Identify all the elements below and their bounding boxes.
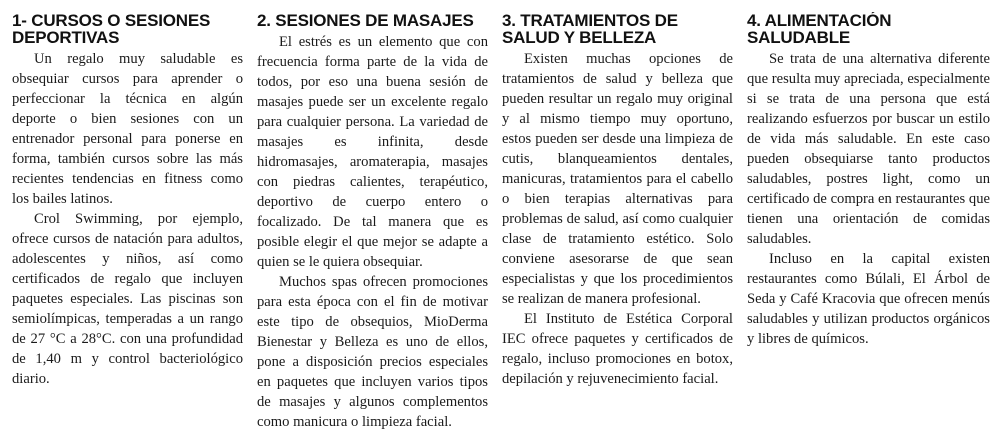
paragraph: Existen muchas opciones de tratamientos de salud y belleza que pueden resultar un regalo muy original y al mismo tiempo muy oportuno, estos pueden ser desde una limpieza de cutis, blanqueamientos dentales, manicuras, tratamientos para el cabello o bien terapias alternativas para problemas de salud, así como cualquier clase de tratamiento estético. Solo conviene asesorarse de que sean especialistas y que los procedimientos se realizan de manera profesional. xyxy=(502,51,733,307)
paragraph: Un regalo muy saludable es obsequiar cursos para aprender o perfeccionar la técnica en algún deporte o bien sesiones con un entrenador personal para ponerse en forma, también cursos sobre las más recientes tendencias en fitness como los bailes latinos. xyxy=(12,51,243,207)
section-heading: 1- CURSOS O SESIONES DEPORTIVAS xyxy=(12,12,211,47)
section-heading: 2. SESIONES DE MASAJES xyxy=(257,12,474,30)
column-tratamientos-salud-belleza xyxy=(502,12,747,434)
paragraph: El estrés es un elemento que con frecuencia forma parte de la vida de todos, por eso una buena sesión de masajes puede ser un excelente regalo para cualquier persona. La variedad de masajes es infinita, desde hidromasajes, aromaterapia, masajes con piedras calientes, terapéutico, deportivo de cuerpo entero o focalizado. De tal manera que es posible elegir el que mejor se adapte a quien se le quiera obsequiar. xyxy=(257,34,488,270)
paragraph: Se trata de una alternativa diferente que resulta muy apreciada, especialmente si se trata de una persona que está realizando esfuerzos por buscar un estilo de vida más saludable. En este caso pueden obsequiarse tanto productos saludables, postres light, como un certificado de compra en restaurantes que tienen una orientación de comidas saludables. xyxy=(747,51,990,247)
paragraph: Muchos spas ofrecen promociones para esta época con el fin de motivar este tipo de obsequios, MioDerma Bienestar y Belleza es uno de ellos, pone a disposición precios especiales en paquetes que incluyen varios tipos de masajes y algunos complementos como manicura o limpieza facial. xyxy=(257,274,488,430)
paragraph: El Instituto de Estética Corporal IEC ofrece paquetes y certificados de regalo, incluso promociones en botox, depilación y rejuvenecimiento facial. xyxy=(502,311,733,387)
section-heading: 4. ALIMENTACIÓN SALUDABLE xyxy=(747,12,892,47)
column-sesiones-masajes xyxy=(257,12,502,434)
column-alimentacion-saludable xyxy=(747,12,990,434)
paragraph: Crol Swimming, por ejemplo, ofrece cursos de natación para adultos, adolescentes y niños, así como certificados de regalo que incluyen paquetes especiales. Las piscinas son semiolímpicas, temperadas a un rango de 27 °C a 28°C. con una profundidad de 1,40 m y control bacteriológico diario. xyxy=(12,211,243,387)
column-cursos-deportivos xyxy=(12,12,257,434)
section-heading: 3. TRATAMIENTOS DE SALUD Y BELLEZA xyxy=(502,12,678,47)
paragraph: Incluso en la capital existen restaurantes como Búlali, El Árbol de Seda y Café Kracovia que ofrecen menús saludables y utilizan productos orgánicos y libres de químicos. xyxy=(747,251,990,347)
